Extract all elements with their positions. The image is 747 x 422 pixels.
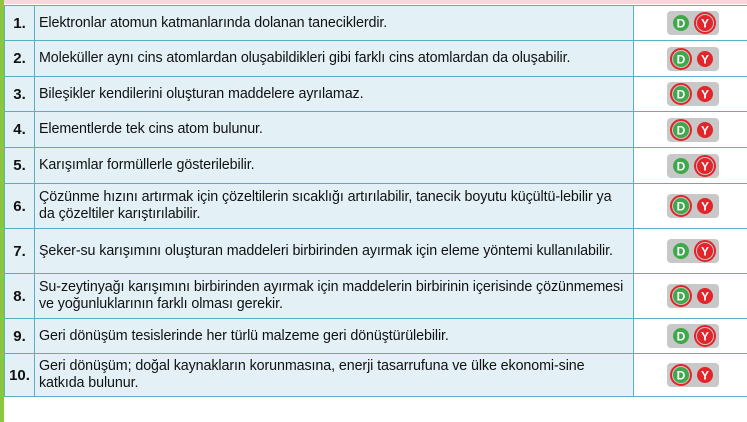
true-false-selector[interactable]	[667, 324, 719, 348]
true-option-d-icon[interactable]	[670, 285, 692, 307]
answer-cell	[634, 41, 747, 77]
question-number: 7.	[5, 229, 35, 274]
question-statement: Bileşikler kendilerini oluşturan maddelere ayrılamaz.	[35, 77, 634, 112]
answer-cell	[634, 274, 747, 319]
true-option-d-icon[interactable]	[670, 195, 692, 217]
svg-text:Y: Y	[700, 199, 710, 214]
false-option-y-icon[interactable]	[694, 364, 716, 386]
svg-text:Y: Y	[700, 368, 710, 383]
true-false-selector[interactable]	[667, 47, 719, 71]
question-statement: Çözünme hızını artırmak için çözeltilerin sıcaklığı artırılabilir, tanecik boyutu küçültü-lebilir ya da çözeltiler karıştırılabilir.	[35, 184, 634, 229]
svg-text:D: D	[676, 159, 686, 173]
answer-cell	[634, 6, 747, 41]
question-statement: Karışımlar formüllerle gösterilebilir.	[35, 148, 634, 184]
question-number: 2.	[5, 41, 35, 77]
svg-text:Y: Y	[700, 329, 710, 344]
question-row	[5, 77, 747, 112]
question-statement: Elementlerde tek cins atom bulunur.	[35, 112, 634, 148]
svg-text:D: D	[676, 289, 686, 304]
true-false-selector[interactable]	[667, 11, 719, 35]
question-statement: Şeker-su karışımını oluşturan maddeleri birbirinden ayırmak için eleme yöntemi kullanılabilir.	[35, 229, 634, 274]
question-number: 8.	[5, 274, 35, 319]
false-option-y-icon[interactable]	[694, 48, 716, 70]
question-row	[5, 148, 747, 184]
question-statement: Moleküller aynı cins atomlardan oluşabildikleri gibi farklı cins atomlardan da oluşabilir.	[35, 41, 634, 77]
question-number: 9.	[5, 319, 35, 354]
svg-text:Y: Y	[700, 159, 710, 173]
question-number: 3.	[5, 77, 35, 112]
true-false-selector[interactable]	[667, 194, 719, 218]
svg-text:D: D	[676, 329, 686, 344]
svg-text:Y: Y	[700, 123, 710, 137]
svg-text:D: D	[676, 123, 686, 137]
false-option-y-icon[interactable]	[694, 83, 716, 105]
answer-cell	[634, 77, 747, 112]
question-statement: Su-zeytinyağı karışımını birbirinden ayırmak için maddelerin birbirinin içerisinde çözünmemesi ve yoğunluklarının farklı olması gerekir.	[35, 274, 634, 319]
question-row	[5, 274, 747, 319]
answer-cell	[634, 229, 747, 274]
svg-text:Y: Y	[700, 16, 710, 31]
question-number: 5.	[5, 148, 35, 184]
true-option-d-icon[interactable]	[670, 119, 692, 141]
true-false-selector[interactable]	[667, 239, 719, 263]
question-row	[5, 354, 747, 397]
true-option-d-icon[interactable]	[670, 240, 692, 262]
top-accent-bar	[4, 0, 747, 4]
false-option-y-icon[interactable]	[694, 12, 716, 34]
true-option-d-icon[interactable]	[670, 48, 692, 70]
question-number: 10.	[5, 354, 35, 397]
true-option-d-icon[interactable]	[670, 83, 692, 105]
false-option-y-icon[interactable]	[694, 195, 716, 217]
answer-cell	[634, 354, 747, 397]
svg-text:D: D	[676, 16, 686, 31]
question-row	[5, 112, 747, 148]
svg-text:Y: Y	[700, 87, 710, 102]
answer-cell	[634, 148, 747, 184]
svg-text:D: D	[676, 199, 686, 214]
answer-cell	[634, 319, 747, 354]
question-row	[5, 6, 747, 41]
true-option-d-icon[interactable]	[670, 12, 692, 34]
false-option-y-icon[interactable]	[694, 240, 716, 262]
false-option-y-icon[interactable]	[694, 325, 716, 347]
svg-text:D: D	[676, 52, 686, 66]
svg-text:D: D	[676, 368, 686, 383]
true-false-selector[interactable]	[667, 363, 719, 387]
true-false-table	[4, 5, 747, 397]
svg-text:D: D	[676, 244, 686, 259]
question-statement: Geri dönüşüm tesislerinde her türlü malzeme geri dönüştürülebilir.	[35, 319, 634, 354]
question-row	[5, 184, 747, 229]
false-option-y-icon[interactable]	[694, 119, 716, 141]
svg-text:D: D	[676, 87, 686, 102]
true-option-d-icon[interactable]	[670, 364, 692, 386]
svg-text:Y: Y	[700, 52, 710, 66]
true-option-d-icon[interactable]	[670, 155, 692, 177]
svg-text:Y: Y	[700, 244, 710, 259]
question-row	[5, 41, 747, 77]
answer-cell	[634, 112, 747, 148]
question-statement: Elektronlar atomun katmanlarında dolanan taneciklerdir.	[35, 6, 634, 41]
question-statement: Geri dönüşüm; doğal kaynakların korunmasına, enerji tasarrufuna ve ülke ekonomi-sine katkıda bulunur.	[35, 354, 634, 397]
true-false-selector[interactable]	[667, 82, 719, 106]
true-false-selector[interactable]	[667, 154, 719, 178]
true-option-d-icon[interactable]	[670, 325, 692, 347]
false-option-y-icon[interactable]	[694, 285, 716, 307]
svg-text:Y: Y	[700, 289, 710, 304]
question-number: 1.	[5, 6, 35, 41]
true-false-selector[interactable]	[667, 284, 719, 308]
false-option-y-icon[interactable]	[694, 155, 716, 177]
question-number: 6.	[5, 184, 35, 229]
answer-cell	[634, 184, 747, 229]
question-row	[5, 229, 747, 274]
question-number: 4.	[5, 112, 35, 148]
true-false-selector[interactable]	[667, 118, 719, 142]
question-row	[5, 319, 747, 354]
